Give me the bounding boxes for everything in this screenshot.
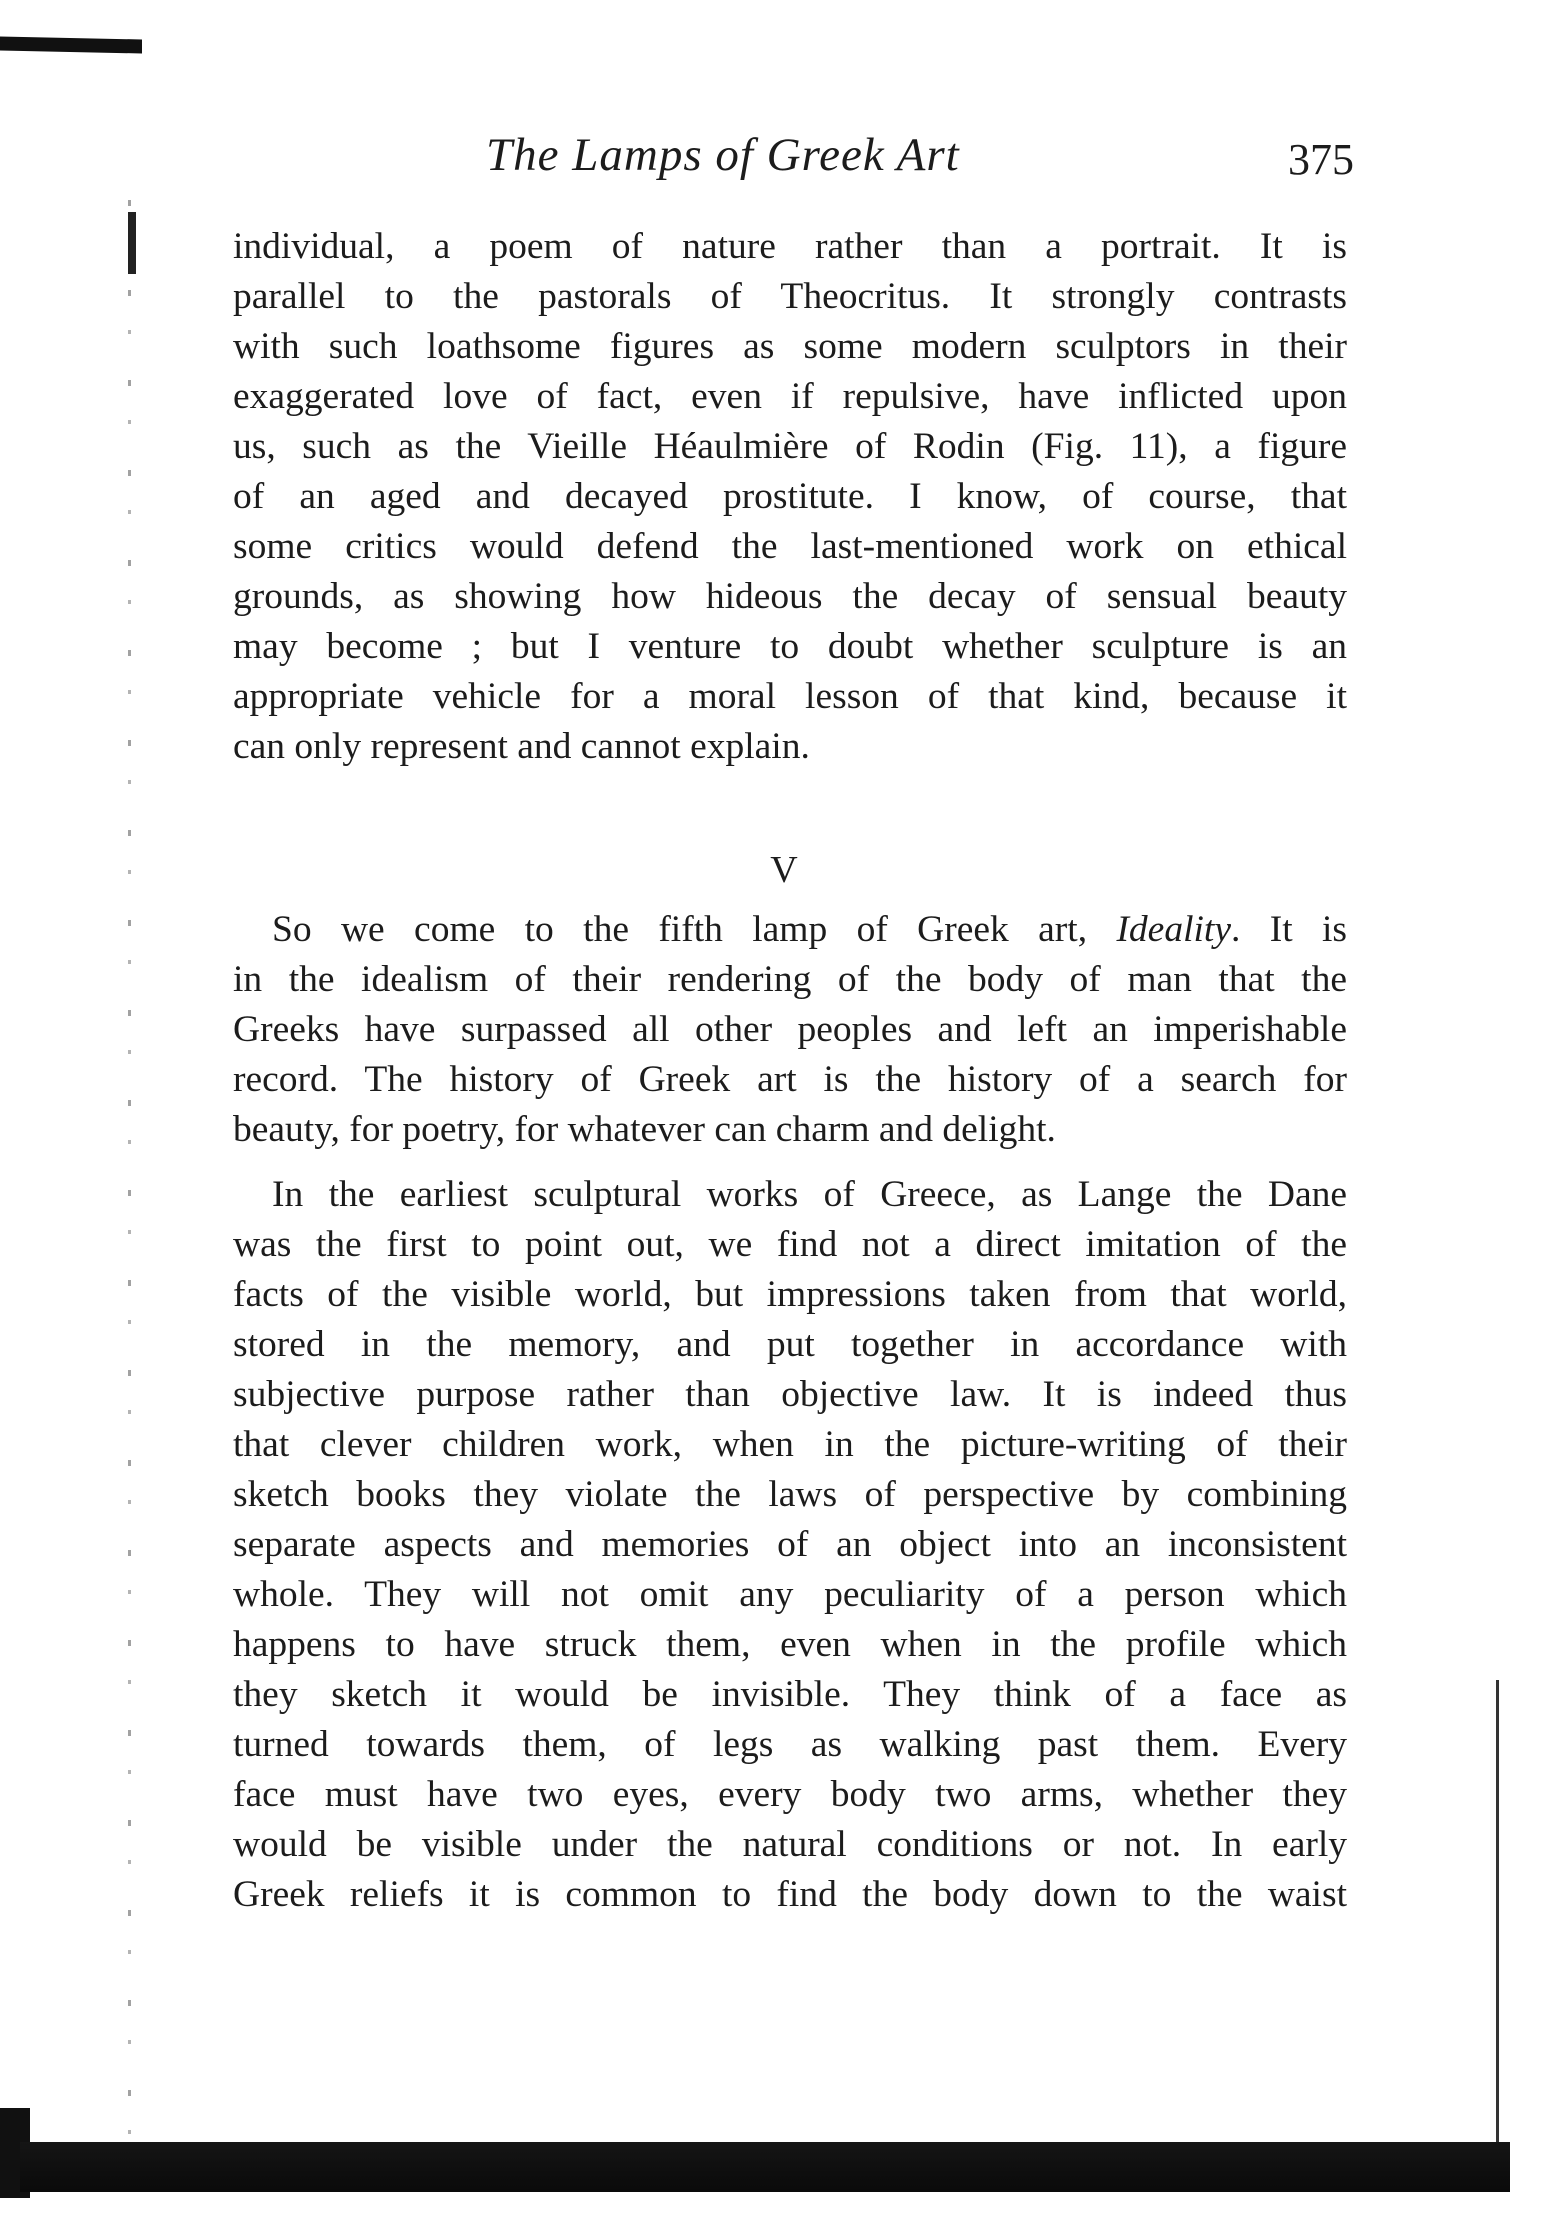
text-line: In the earliest sculptural works of Greece, as Lange the Dane <box>272 1174 1347 1215</box>
emphasized-term: Ideality <box>1116 909 1231 950</box>
text-line: turned towards them, of legs as walking past them. Every <box>233 1724 1347 1765</box>
running-title: The Lamps of Greek Art <box>486 129 960 181</box>
binding-mark <box>128 212 136 274</box>
text-line: exaggerated love of fact, even if repulsive, have inflicted upon <box>233 376 1347 417</box>
section-heading: V <box>770 849 800 891</box>
binding-gutter <box>128 200 131 2140</box>
text-line: sketch books they violate the laws of perspective by combining <box>233 1474 1347 1515</box>
text-line: can only represent and cannot explain. <box>233 726 810 767</box>
text-line: face must have two eyes, every body two arms, whether they <box>233 1774 1347 1815</box>
text-line: was the first to point out, we find not a direct imitation of the <box>233 1224 1347 1265</box>
text-line: separate aspects and memories of an object into an inconsistent <box>233 1524 1347 1565</box>
text-line: of an aged and decayed prostitute. I know, of course, that <box>233 476 1347 517</box>
text-line: record. The history of Greek art is the history of a search for <box>233 1059 1347 1100</box>
text-line: some critics would defend the last-mentioned work on ethical <box>233 526 1347 567</box>
text-line: happens to have struck them, even when in the profile which <box>233 1624 1347 1665</box>
paragraph-2 <box>233 905 1347 1155</box>
text-line: individual, a poem of nature rather than a portrait. It is <box>233 226 1347 267</box>
text-fragment: So we come to the fifth lamp of Greek art, <box>272 909 1117 950</box>
text-line: grounds, as showing how hideous the decay of sensual beauty <box>233 576 1347 617</box>
text-line: they sketch it would be invisible. They think of a face as <box>233 1674 1347 1715</box>
text-line: facts of the visible world, but impressions taken from that world, <box>233 1274 1347 1315</box>
paragraph-3 <box>233 1170 1347 1920</box>
scan-edge-mark-right <box>1496 1680 1499 2160</box>
text-line: in the idealism of their rendering of the body of man that the <box>233 959 1347 1000</box>
text-line: us, such as the Vieille Héaulmière of Rodin (Fig. 11), a figure <box>233 426 1347 467</box>
text-line: with such loathsome figures as some modern sculptors in their <box>233 326 1347 367</box>
text-line: whole. They will not omit any peculiarity of a person which <box>233 1574 1347 1615</box>
text-fragment: . It is <box>1230 909 1347 950</box>
text-line: would be visible under the natural conditions or not. In early <box>233 1824 1347 1865</box>
scan-edge-mark-bottom <box>20 2142 1510 2192</box>
text-line: that clever children work, when in the picture-writing of their <box>233 1424 1347 1465</box>
text-line: appropriate vehicle for a moral lesson of that kind, because it <box>233 676 1347 717</box>
text-line: beauty, for poetry, for whatever can charm and delight. <box>233 1109 1056 1150</box>
text-line: subjective purpose rather than objective law. It is indeed thus <box>233 1374 1347 1415</box>
text-line: may become ; but I venture to doubt whether sculpture is an <box>233 626 1347 667</box>
page-number: 375 <box>1288 135 1354 184</box>
text-line <box>233 905 1347 955</box>
text-line: parallel to the pastorals of Theocritus. It strongly contrasts <box>233 276 1347 317</box>
scan-edge-mark-top <box>0 37 142 54</box>
text-line: stored in the memory, and put together in accordance with <box>233 1324 1347 1365</box>
text-line: Greek reliefs it is common to find the body down to the waist <box>233 1874 1347 1915</box>
page-header <box>0 128 1546 192</box>
paragraph-1 <box>233 222 1347 772</box>
text-line: Greeks have surpassed all other peoples and left an imperishable <box>233 1009 1347 1050</box>
